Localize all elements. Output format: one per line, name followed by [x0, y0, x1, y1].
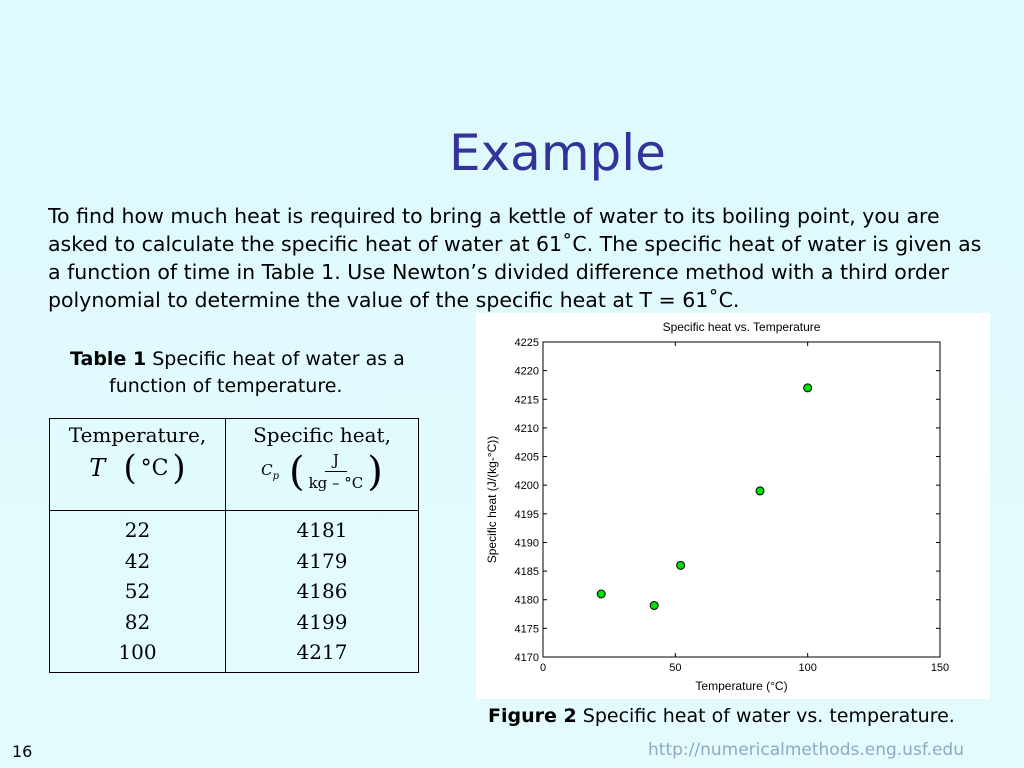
y-tick-label: 4210	[514, 422, 539, 435]
slide-number: 16	[12, 742, 33, 761]
cp-subscript: p	[272, 471, 279, 482]
unit-denominator: kg – °C	[308, 474, 364, 492]
table-caption-line1: Specific heat of water as a	[146, 348, 405, 370]
x-tick-label: 100	[798, 662, 817, 674]
data-point	[650, 601, 658, 609]
specific-heat-table	[49, 418, 419, 673]
y-tick-label: 4205	[514, 451, 539, 464]
table-caption-line2: function of temperature.	[109, 375, 343, 397]
y-tick-label: 4215	[514, 394, 539, 407]
y-tick-label: 4185	[514, 566, 539, 579]
x-tick-label: 50	[669, 662, 682, 674]
y-axis-label: Specific heat (J/(kg-°C))	[485, 435, 499, 564]
y-tick-label: 4195	[514, 508, 539, 521]
figure-caption-label: Figure 2	[488, 705, 577, 727]
cp-var: C	[261, 461, 273, 479]
specific-heat-values-cell	[226, 511, 419, 673]
y-tick-label: 4225	[514, 337, 539, 349]
y-tick-label: 4190	[514, 537, 539, 550]
y-tick-label: 4220	[514, 365, 539, 378]
temperature-unit	[51, 448, 224, 488]
temperature-header: Temperature,	[68, 423, 207, 447]
temperature-value: 42	[124, 548, 151, 573]
specific-heat-value: 4179	[296, 548, 348, 573]
chart-panel	[476, 313, 990, 699]
x-tick-label: 150	[930, 662, 950, 674]
y-tick-label: 4200	[514, 480, 539, 493]
specific-heat-value: 4217	[296, 640, 348, 664]
plot-area	[543, 342, 940, 657]
right-paren-icon: )	[172, 448, 186, 488]
footer-url[interactable]: http://numericalmethods.eng.usf.edu	[648, 740, 964, 760]
x-tick-label: 0	[539, 662, 547, 674]
specific-heat-symbol	[261, 461, 279, 482]
y-tick-label: 4175	[514, 623, 539, 636]
table-caption	[70, 346, 460, 400]
figure-caption	[488, 705, 955, 727]
y-tick-label: 4170	[514, 652, 539, 664]
temperature-value: 82	[124, 609, 151, 634]
left-paren-icon: (	[123, 448, 137, 488]
specific-heat-value: 4199	[296, 609, 348, 634]
x-axis-label: Temperature (°C)	[695, 679, 788, 693]
specific-heat-header-cell	[226, 419, 419, 511]
problem-statement: To find how much heat is required to bring a kettle of water to its boiling point, you are asked to calculate the specific heat of water at 61˚C. The specific heat of water is given as a function of time in Table 1. Use Newton’s divided difference method with a third order polynomial to determine the value of the specific heat at T = 61˚C.	[48, 204, 982, 312]
data-point	[677, 561, 685, 569]
temperature-value: 52	[124, 579, 151, 603]
slide-title: Example	[449, 124, 666, 182]
data-point	[597, 590, 605, 598]
figure-caption-text: Specific heat of water vs. temperature.	[576, 705, 955, 727]
specific-heat-header: Specific heat,	[253, 423, 391, 447]
table-values-row	[50, 511, 419, 673]
temperature-value: 22	[124, 518, 151, 542]
y-tick-label: 4180	[514, 594, 539, 607]
right-paren-icon: )	[367, 448, 383, 495]
unit-fraction	[305, 451, 368, 492]
table-header-row	[50, 419, 419, 511]
data-point	[804, 384, 812, 392]
temperature-value: 100	[118, 640, 157, 664]
scatter-chart	[476, 313, 990, 699]
chart-title: Specific heat vs. Temperature	[662, 320, 821, 334]
temperature-values-cell	[50, 511, 226, 673]
left-paren-icon: (	[288, 448, 305, 495]
specific-heat-unit	[227, 448, 417, 495]
specific-heat-value: 4181	[296, 518, 348, 542]
specific-heat-value: 4186	[296, 579, 348, 603]
temperature-symbol: T	[89, 454, 106, 482]
temperature-unit-text: °C	[140, 455, 169, 481]
table-caption-label: Table 1	[70, 348, 147, 370]
unit-numerator: J	[325, 451, 347, 472]
temperature-header-cell	[50, 419, 226, 511]
data-point	[756, 487, 764, 495]
